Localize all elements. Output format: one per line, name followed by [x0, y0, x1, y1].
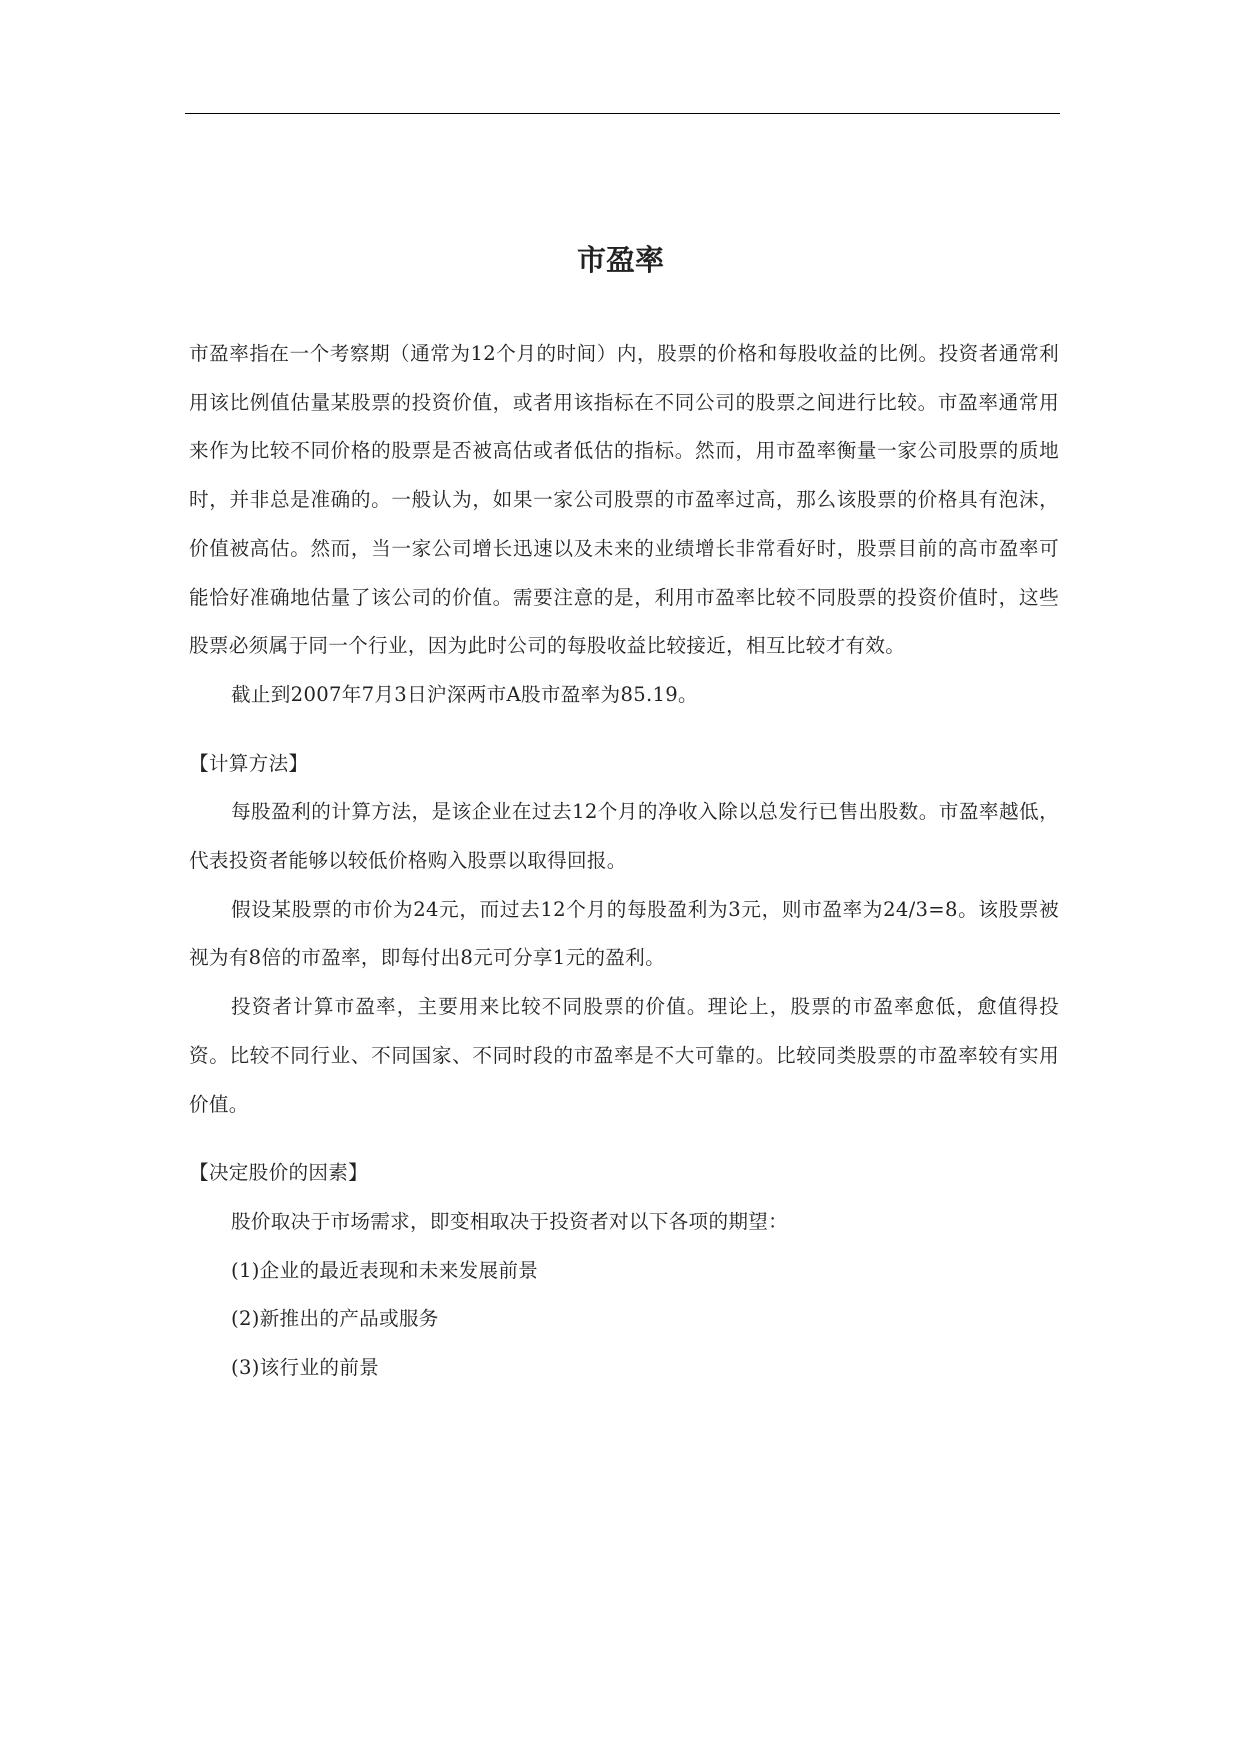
calculation-heading: 【计算方法】 — [189, 751, 309, 775]
intro-definition-paragraph: 市盈率指在一个考察期（通常为12个月的时间）内，股票的价格和每股收益的比例。投资者通常利用该比例值估量某股票的投资价值，或者用该指标在不同公司的股票之间进行比较。市盈率通常用来作为比较不同价格的股票是否被高估或者低估的指标。然而，用市盈率衡量一家公司股票的质地时，并非总是准确的。一般认为，如果一家公司股票的市盈率过高，那么该股票的价格具有泡沫，价值被高估。然而，当一家公司增长迅速以及未来的业绩增长非常看好时，股票目前的高市盈率可能恰好准确地估量了该公司的价值。需要注意的是，利用市盈率比较不同股票的投资价值时，这些股票必须属于同一个行业，因为此时公司的每股收益比较接近，相互比较才有效。 — [189, 342, 1059, 658]
factor-list-item: (2)新推出的产品或服务 — [231, 1307, 439, 1331]
document-title: 市盈率 — [576, 243, 664, 277]
header-rule — [185, 113, 1060, 114]
document-body — [189, 330, 1059, 1393]
calculation-paragraph-3: 投资者计算市盈率，主要用来比较不同股票的价值。理论上，股票的市盈率愈低，愈值得投资。比较不同行业、不同国家、不同时段的市盈率是不大可靠的。比较同类股票的市盈率较有实用价值。 — [189, 995, 1059, 1116]
calculation-paragraph-2: 假设某股票的市价为24元，而过去12个月的每股盈利为3元，则市盈率为24/3=8。该股票被视为有8倍的市盈率，即每付出8元可分享1元的盈利。 — [189, 897, 1059, 970]
factors-heading: 【决定股价的因素】 — [189, 1161, 369, 1185]
calculation-paragraph-1: 每股盈利的计算方法，是该企业在过去12个月的净收入除以总发行已售出股数。市盈率越低，代表投资者能够以较低价格购入股票以取得回报。 — [189, 800, 1059, 873]
intro-fact-paragraph: 截止到2007年7月3日沪深两市A股市盈率为85.19。 — [231, 682, 698, 706]
factor-list-item: (1)企业的最近表现和未来发展前景 — [231, 1258, 539, 1282]
factors-intro-paragraph: 股价取决于市场需求，即变相取决于投资者对以下各项的期望： — [231, 1209, 789, 1233]
factor-list-item: (3)该行业的前景 — [231, 1356, 380, 1380]
